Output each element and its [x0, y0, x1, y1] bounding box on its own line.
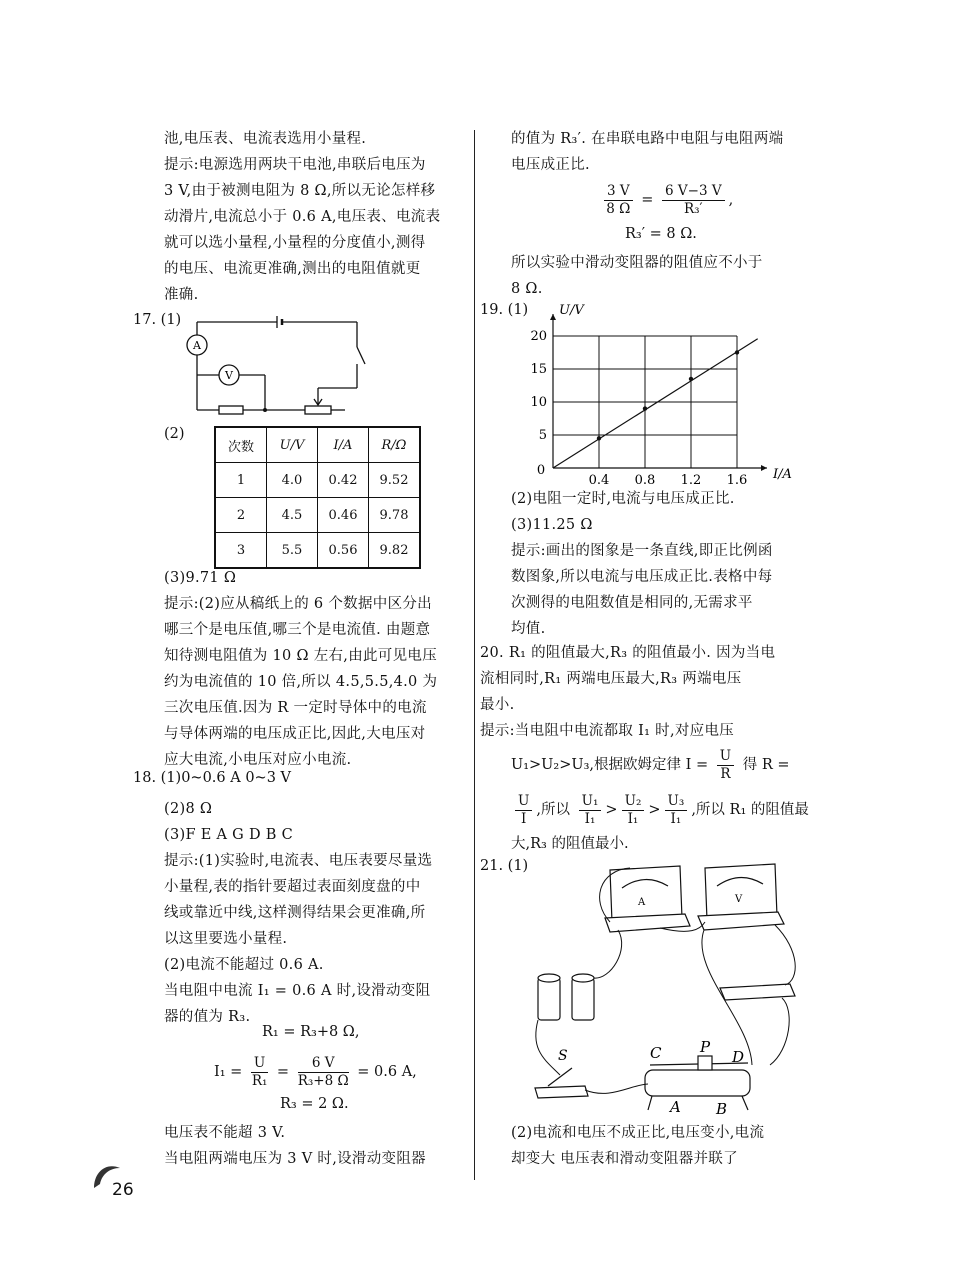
q19-part2: (2)电阻一定时,电流与电压成正比.: [511, 491, 735, 507]
table-header: I/A: [318, 427, 369, 463]
ratio-result: R₃′ = 8 Ω.: [625, 226, 697, 242]
data-table: [214, 426, 421, 569]
ratio-equation: $\frac{3 V}{8 \Omega}$ = $\frac{6 V-3 V}{\text{R₃′}}$ ,: [600, 180, 733, 220]
answer16-line: 动滑片,电流总小于 0.6 A,电压表、电流表: [164, 209, 441, 225]
answer16-line: 的电压、电流更准确,测出的电阻值就更: [164, 261, 421, 277]
data-point: [643, 406, 647, 410]
apparatus-illustration: [520, 860, 820, 1120]
hint19-line: 提示:画出的图象是一条直线,即正比例函: [511, 543, 773, 559]
table-cell: 0.56: [318, 533, 369, 569]
q20-equation-1: U₁>U₂>U₃,根据欧姆定律 I = $\frac{U}{R}$ 得 R =: [511, 747, 790, 782]
table-cell: 2: [215, 498, 267, 533]
series-line: [553, 339, 758, 468]
table-header: 次数: [215, 427, 267, 463]
tail-line: 当电阻两端电压为 3 V 时,设滑动变阻器: [164, 1151, 426, 1167]
hint17-line: 哪三个是电压值,哪三个是电流值. 由题意: [164, 622, 431, 638]
x-axis-label: I/A: [773, 467, 792, 482]
q17-part3: (3)9.71 Ω: [164, 570, 237, 586]
y-axis-label: U/V: [559, 303, 584, 318]
q20-line: 最小.: [480, 697, 515, 713]
circuit-diagram-17: [185, 312, 365, 422]
x-tick-label: 1.2: [680, 473, 702, 488]
q19-hint: [511, 538, 815, 642]
column-divider: [474, 130, 475, 1180]
answer16-line: 3 V,由于被测电阻为 8 Ω,所以无论怎样移: [164, 183, 436, 199]
answer16-line: 就可以选小量程,小量程的分度值小,测得: [164, 235, 426, 251]
q18-block: [164, 796, 464, 1030]
q20-line: 流相同时,R₁ 两端电压最大,R₃ 两端电压: [480, 671, 742, 687]
q20-equation-2: $\frac{U}{I}$ ,所以 $\frac{\text{U₁}}{\text{I₁}}$ > $\frac{\text{U₂}}{\text{I₁}}$ > $\frac{\text{U₃}}{\text{I₁}}$ ,所以 R₁ 的阻值最: [511, 790, 809, 830]
q20-last-line: 大,R₃ 的阻值最小.: [511, 836, 629, 852]
x-axis-arrow: [761, 465, 767, 471]
origin-label: 0: [536, 463, 546, 478]
hint17-line: 应大电流,小电压对应小电流.: [164, 752, 352, 768]
right-mid-line: 8 Ω.: [511, 281, 543, 297]
ammeter-label: A: [193, 339, 201, 352]
q18-hint: [164, 848, 464, 1030]
q21-line: (2)电流和电压不成正比,电压变小,电流: [511, 1125, 765, 1141]
x-tick-label: 0.8: [634, 473, 656, 488]
left-tail: [164, 1120, 464, 1172]
hint17-line: 提示:(2)应从稿纸上的 6 个数据中区分出: [164, 596, 432, 612]
hint17-line: 与导体两端的电压成正比,因此,大电压对: [164, 726, 426, 742]
answer-16-continuation: [164, 126, 464, 308]
switch-label: S: [558, 1048, 568, 1064]
answer16-line: 提示:电源选用两块干电池,串联后电压为: [164, 157, 426, 173]
hint18-line: 提示:(1)实验时,电流表、电压表要尽量选: [164, 853, 433, 869]
hint18-line: 以这里要选小量程.: [164, 931, 288, 947]
table-cell: 9.52: [369, 463, 421, 498]
right-mid: [511, 250, 815, 302]
table-cell: 4.0: [267, 463, 318, 498]
label-P: P: [700, 1038, 711, 1056]
label-B: B: [716, 1100, 728, 1118]
table-cell: 9.82: [369, 533, 421, 569]
u-i-chart: [520, 300, 790, 490]
q21-part2: [511, 1120, 815, 1172]
table-cell: 4.5: [267, 498, 318, 533]
ammeter-face-label: A: [638, 897, 646, 908]
data-point: [735, 350, 739, 354]
x-tick-label: 0.4: [588, 473, 610, 488]
table-cell: 5.5: [267, 533, 318, 569]
answer16-line: 准确.: [164, 287, 199, 303]
q19-label: 19. (1): [480, 302, 529, 318]
left-column-lower: [164, 565, 464, 773]
hint18-line: (2)电流不能超过 0.6 A.: [164, 957, 324, 973]
table-header: U/V: [267, 427, 318, 463]
data-point: [597, 436, 601, 440]
hint18-line: 线或靠近中线,这样测得结果会更准确,所: [164, 905, 426, 921]
hint19-line: 数图象,所以电流与电压成正比.表格中每: [511, 569, 773, 585]
equation-2: I₁ = $\frac{U}{\text{R₁}}$ = $\frac{6 V}{\text{R₃+8 Ω}}$ = 0.6 A,: [214, 1054, 417, 1089]
hint19-line: 均值.: [511, 621, 546, 637]
table-row: [215, 463, 420, 498]
q18-part3: (3)F E A G D B C: [164, 827, 294, 843]
right-top-line: 电压成正比.: [511, 157, 590, 173]
q17-hint: [164, 591, 464, 773]
q19-part3: (3)11.25 Ω: [511, 517, 593, 533]
hint17-line: 知待测电阻值为 10 Ω 左右,由此可见电压: [164, 648, 438, 664]
y-tick-label: 5: [538, 428, 547, 443]
right-column: [511, 126, 815, 178]
hint17-line: 三次电压值.因为 R 一定时导体中的电流: [164, 700, 427, 716]
y-axis-arrow: [550, 314, 556, 320]
answer16-line: 池,电压表、电流表选用小量程.: [164, 131, 367, 147]
label-D: D: [732, 1048, 745, 1066]
table-cell: 1: [215, 463, 267, 498]
page-number: 26: [112, 1180, 134, 1200]
q21-line: 却变大 电压表和滑动变阻器并联了: [511, 1151, 738, 1167]
y-tick-label: 20: [530, 329, 547, 344]
data-point: [689, 377, 693, 381]
q18-part1: 18. (1)0~0.6 A 0~3 V: [133, 770, 292, 786]
table-cell: 3: [215, 533, 267, 569]
q17-label: 17. (1): [133, 312, 182, 328]
right-top-line: 的值为 R₃′. 在串联电路中电阻与电阻两端: [511, 131, 784, 147]
left-column: [164, 126, 464, 308]
x-tick-label: 1.6: [726, 473, 748, 488]
hint18-line: 小量程,表的指针要超过表面刻度盘的中: [164, 879, 421, 895]
q18-part2: (2)8 Ω: [164, 801, 213, 817]
hint18-line: 器的值为 R₃.: [164, 1009, 251, 1025]
y-tick-label: 15: [530, 362, 547, 377]
table-row: [215, 498, 420, 533]
table-header: R/Ω: [369, 427, 421, 463]
hint19-line: 次测得的电阻数值是相同的,无需求平: [511, 595, 753, 611]
tail-line: 电压表不能超 3 V.: [164, 1125, 286, 1141]
equation-3: R₃ = 2 Ω.: [280, 1096, 349, 1112]
hint17-line: 约为电流值的 10 倍,所以 4.5,5.5,4.0 为: [164, 674, 438, 690]
q17-part2-label: (2): [164, 426, 185, 442]
right-mid-line: 所以实验中滑动变阻器的阻值应不小于: [511, 255, 763, 271]
q20-line: 20. R₁ 的阻值最大,R₃ 的阻值最小. 因为当电: [480, 645, 776, 661]
label-C: C: [650, 1044, 662, 1062]
y-tick-label: 10: [530, 395, 547, 410]
hint18-line: 当电阻中电流 I₁ = 0.6 A 时,设滑动变阻: [164, 983, 431, 999]
equation-1: R₁ = R₃+8 Ω,: [262, 1024, 360, 1040]
table-cell: 9.78: [369, 498, 421, 533]
q19-block: [511, 486, 815, 642]
voltmeter-label: V: [225, 369, 233, 382]
voltmeter-face-label: V: [735, 894, 743, 905]
table-row: [215, 533, 420, 569]
table-cell: 0.46: [318, 498, 369, 533]
q21-label: 21. (1): [480, 858, 529, 874]
q20-line: 提示:当电阻中电流都取 I₁ 时,对应电压: [480, 723, 735, 739]
label-A: A: [670, 1098, 681, 1116]
table-cell: 0.42: [318, 463, 369, 498]
q20-block: [480, 640, 820, 744]
